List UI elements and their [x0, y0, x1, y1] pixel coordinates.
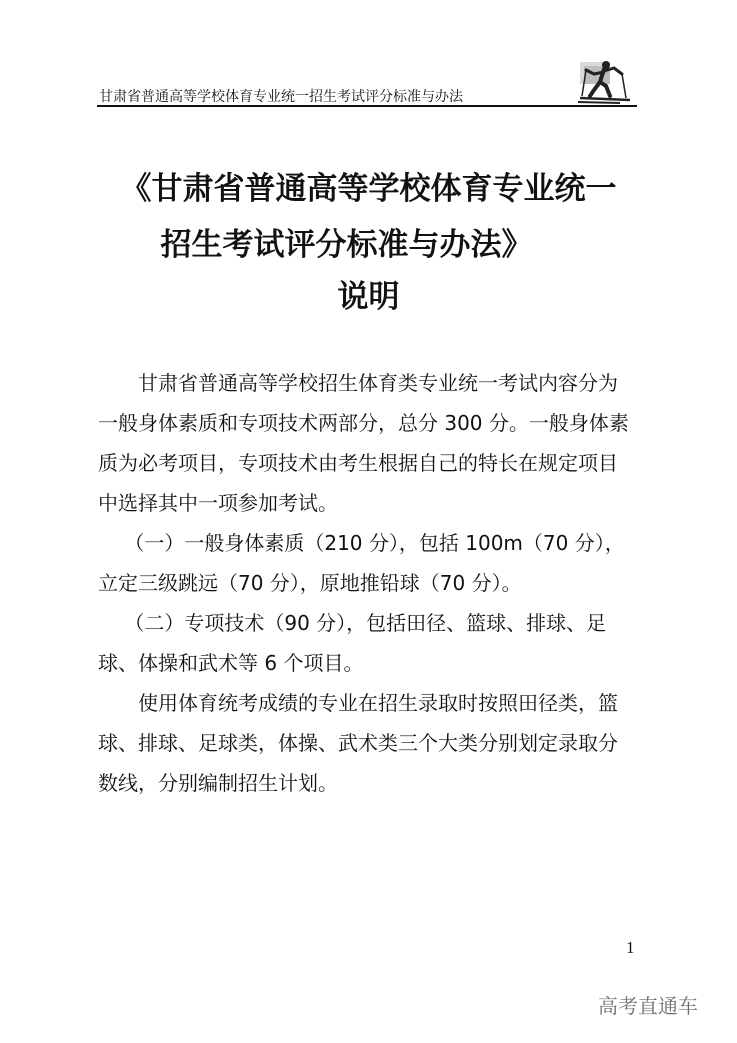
body-line: （一）一般身体素质（210 分），包括 100m（70 分）， — [98, 531, 625, 555]
title-line-3: 说明 — [337, 279, 400, 315]
header-divider — [97, 105, 637, 107]
body-line: 中选择其中一项参加考试。 — [98, 491, 338, 515]
body-line: 使用体育统考成绩的专业在招生录取时按照田径类，篮 — [98, 691, 618, 715]
skier-icon — [576, 56, 632, 104]
body-line: 球、排球、足球类，体操、武术类三个大类分别划定录取分 — [98, 731, 618, 755]
title-line-2: 招生考试评分标准与办法》 — [160, 227, 533, 263]
body-line: 一般身体素质和专项技术两部分，总分 300 分。一般身体素 — [98, 411, 629, 435]
running-header-title: 甘肃省普通高等学校体育专业统一招生考试评分标准与办法 — [99, 89, 463, 105]
body-line: 立定三级跳远（70 分），原地推铅球（70 分）。 — [98, 571, 522, 595]
body-line: 甘肃省普通高等学校招生体育类专业统一考试内容分为 — [98, 371, 618, 395]
title-line-1: 《甘肃省普通高等学校体育专业统一 — [120, 171, 617, 207]
watermark-text: 高考直通车 — [598, 994, 698, 1018]
body-line: 球、体操和武术等 6 个项目。 — [98, 651, 364, 675]
body-line: 数线，分别编制招生计划。 — [98, 771, 338, 795]
page-number: 1 — [626, 938, 635, 957]
body-line: （二）专项技术（90 分），包括田径、篮球、排球、足 — [98, 611, 607, 635]
body-line: 质为必考项目，专项技术由考生根据自己的特长在规定项目 — [98, 451, 618, 475]
